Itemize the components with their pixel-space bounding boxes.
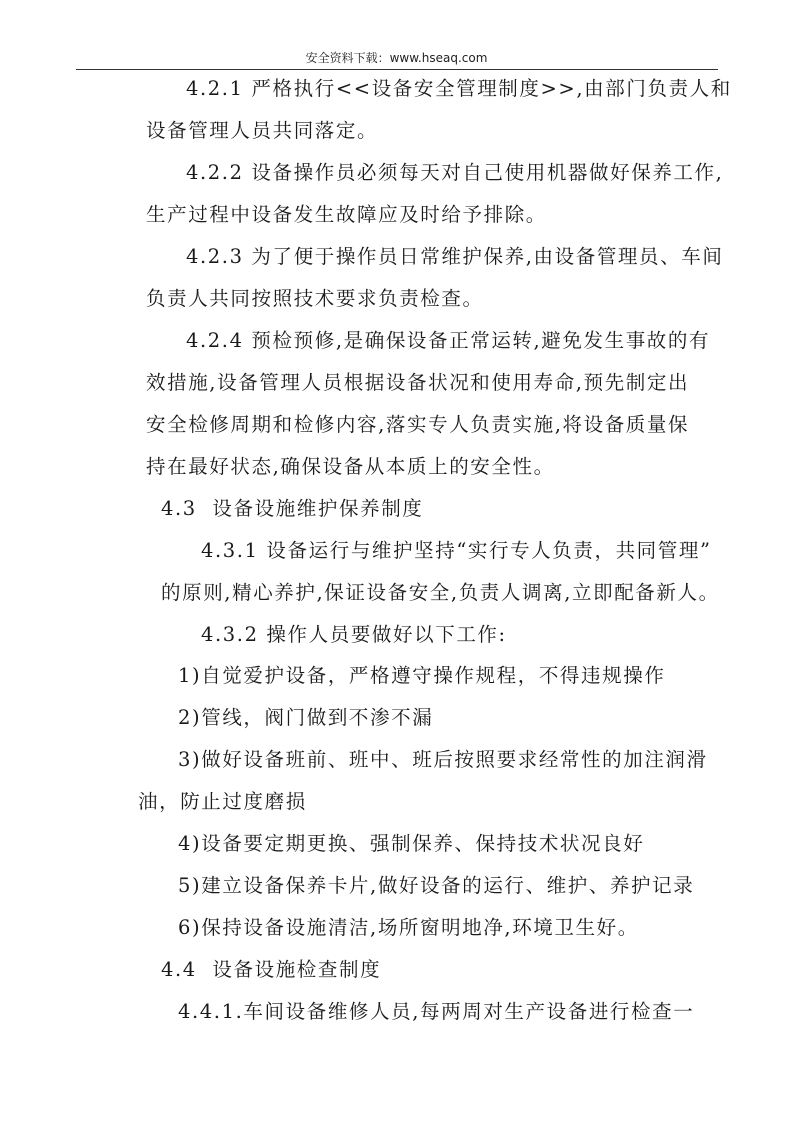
- text-line: 4.4.1.车间设备维修人员,每两周对生产设备进行检查一: [178, 1000, 695, 1023]
- header-text: 安全资料下载：www.hseaq.com: [305, 51, 488, 65]
- list-item: 4)设备要定期更换、强制保养、保持技术状况良好: [178, 832, 645, 855]
- text-line: 4.3.1 设备运行与维护坚持“实行专人负责，共同管理”: [201, 539, 712, 562]
- list-item: 2)管线，阀门做到不渗不漏: [178, 706, 434, 729]
- text-line: 持在最好状态,确保设备从本质上的安全性。: [146, 455, 555, 478]
- text-line: 生产过程中设备发生故障应及时给予排除。: [146, 203, 547, 226]
- list-item: 3)做好设备班前、班中、班后按照要求经常性的加注润滑: [178, 748, 708, 771]
- page-header: [0, 50, 793, 66]
- text-line: 安全检修周期和检修内容,落实专人负责实施,将设备质量保: [146, 413, 690, 436]
- text-line: 油，防止过度磨损: [138, 790, 307, 813]
- text-line: 4.2.1 严格执行<<设备安全管理制度>>,由部门负责人和: [186, 77, 732, 100]
- section-heading: 4.3 设备设施维护保养制度: [161, 497, 424, 520]
- text-line: 4.2.3 为了便于操作员日常维护保养,由设备管理员、车间: [186, 245, 724, 268]
- list-item: 5)建立设备保养卡片,做好设备的运行、维护、养护记录: [178, 874, 695, 897]
- section-heading: 4.4 设备设施检查制度: [161, 958, 382, 981]
- list-item: 6)保持设备设施清洁,场所窗明地净,环境卫生好。: [178, 916, 639, 939]
- text-line: 4.2.4 预检预修,是确保设备正常运转,避免发生事故的有: [186, 329, 711, 352]
- text-line: 负责人共同按照技术要求负责检查。: [146, 287, 484, 310]
- header-divider: [76, 69, 718, 70]
- text-line: 的原则,精心养护,保证设备安全,负责人调离,立即配备新人。: [161, 581, 720, 604]
- text-line: 设备管理人员共同落定。: [146, 119, 379, 142]
- text-line: 效措施,设备管理人员根据设备状况和使用寿命,预先制定出: [146, 371, 690, 394]
- text-line: 4.2.2 设备操作员必须每天对自己使用机器做好保养工作,: [186, 161, 724, 184]
- text-line: 4.3.2 操作人员要做好以下工作:: [201, 623, 507, 646]
- list-item: 1)自觉爱护设备，严格遵守操作规程，不得违规操作: [178, 664, 666, 687]
